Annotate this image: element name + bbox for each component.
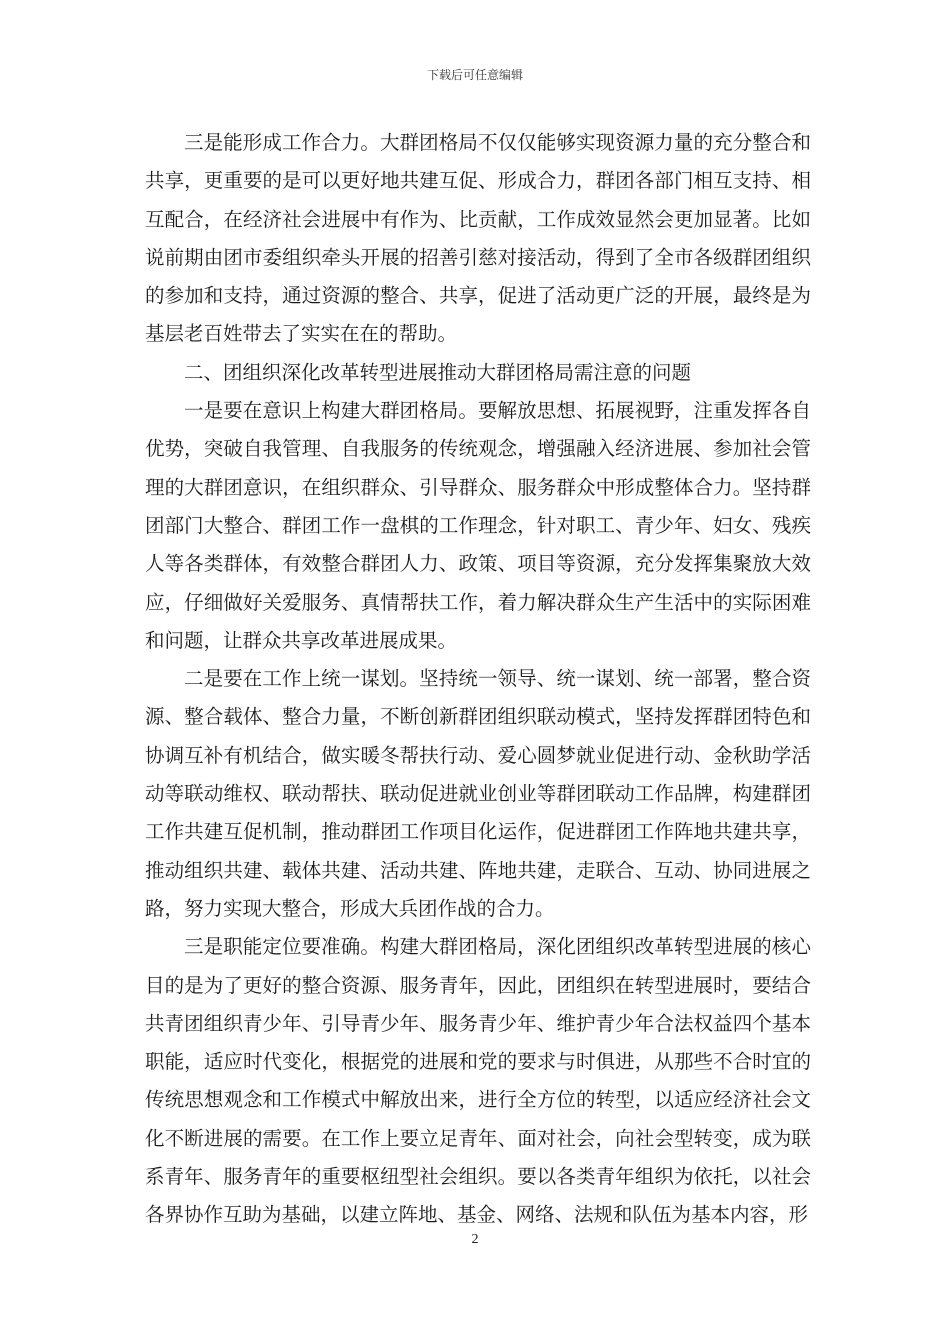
section-heading-issues: 二、团组织深化改革转型进展推动大群团格局需注意的问题 xyxy=(184,360,692,384)
page-number: 2 xyxy=(471,1232,479,1247)
page-header: 下载后可任意编辑 xyxy=(426,68,523,82)
paragraph-teamwork-synergy: 三是能形成工作合力。大群团格局不仅仅能够实现资源力量的充分整合和共享，更重要的是可以更好地共建互促、形成合力，群团各部门相互支持、相互配合，在经济社会进展中有作为、比贡献，工作成效显然会更加显著。比如说前期由团市委组织牵头开展的招善引慈对接活动，得到了全市各级群团组织的参加和支持，通过资源的整合、共享，促进了活动更广泛的开展，最终是为基层老百姓带去了实实在在的帮助。 xyxy=(145,131,811,346)
paragraph-unified-planning: 二是要在工作上统一谋划。坚持统一领导、统一谋划、统一部署，整合资源、整合载体、整合力量，不断创新群团组织联动模式，坚持发挥群团特色和协调互补有机结合，做实暖冬帮扶行动、爱心圆梦就业促进行动、金秋助学活动等联动维权、联动帮扶、联动促进就业创业等群团联动工作品牌，构建群团工作共建互促机制，推动群团工作项目化运作，促进群团工作阵地共建共享，推动组织共建、载体共建、活动共建、阵地共建，走联合、互动、协同进展之路，努力实现大整合，形成大兵团作战的合力。 xyxy=(145,667,811,920)
document-body xyxy=(145,124,811,1235)
paragraph-awareness: 一是要在意识上构建大群团格局。要解放思想、拓展视野，注重发挥各自优势，突破自我管理、自我服务的传统观念，增强融入经济进展、参加社会管理的大群团意识，在组织群众、引导群众、服务群众中形成整体合力。坚持群团部门大整合、群团工作一盘棋的工作理念，针对职工、青少年、妇女、残疾人等各类群体，有效整合群团人力、政策、项目等资源，充分发挥集聚放大效应，仔细做好关爱服务、真情帮扶工作，着力解决群众生产生活中的实际困难和问题，让群众共享改革进展成果。 xyxy=(145,399,811,652)
paragraph-function-positioning: 三是职能定位要准确。构建大群团格局，深化团组织改革转型进展的核心目的是为了更好的整合资源、服务青年，因此，团组织在转型进展时，要结合共青团组织青少年、引导青少年、服务青少年、维护青少年合法权益四个基本职能，适应时代变化，根据党的进展和党的要求与时俱进，从那些不合时宜的传统思想观念和工作模式中解放出来，进行全方位的转型，以适应经济社会文化不断进展的需要。在工作上要立足青年、面对社会，向社会型转变，成为联系青年、服务青年的重要枢纽型社会组织。要以各类青年组织为依托，以社会各界协作互助为基础，以建立阵地、基金、网络、法规和队伍为基本内容，形 xyxy=(145,935,811,1227)
